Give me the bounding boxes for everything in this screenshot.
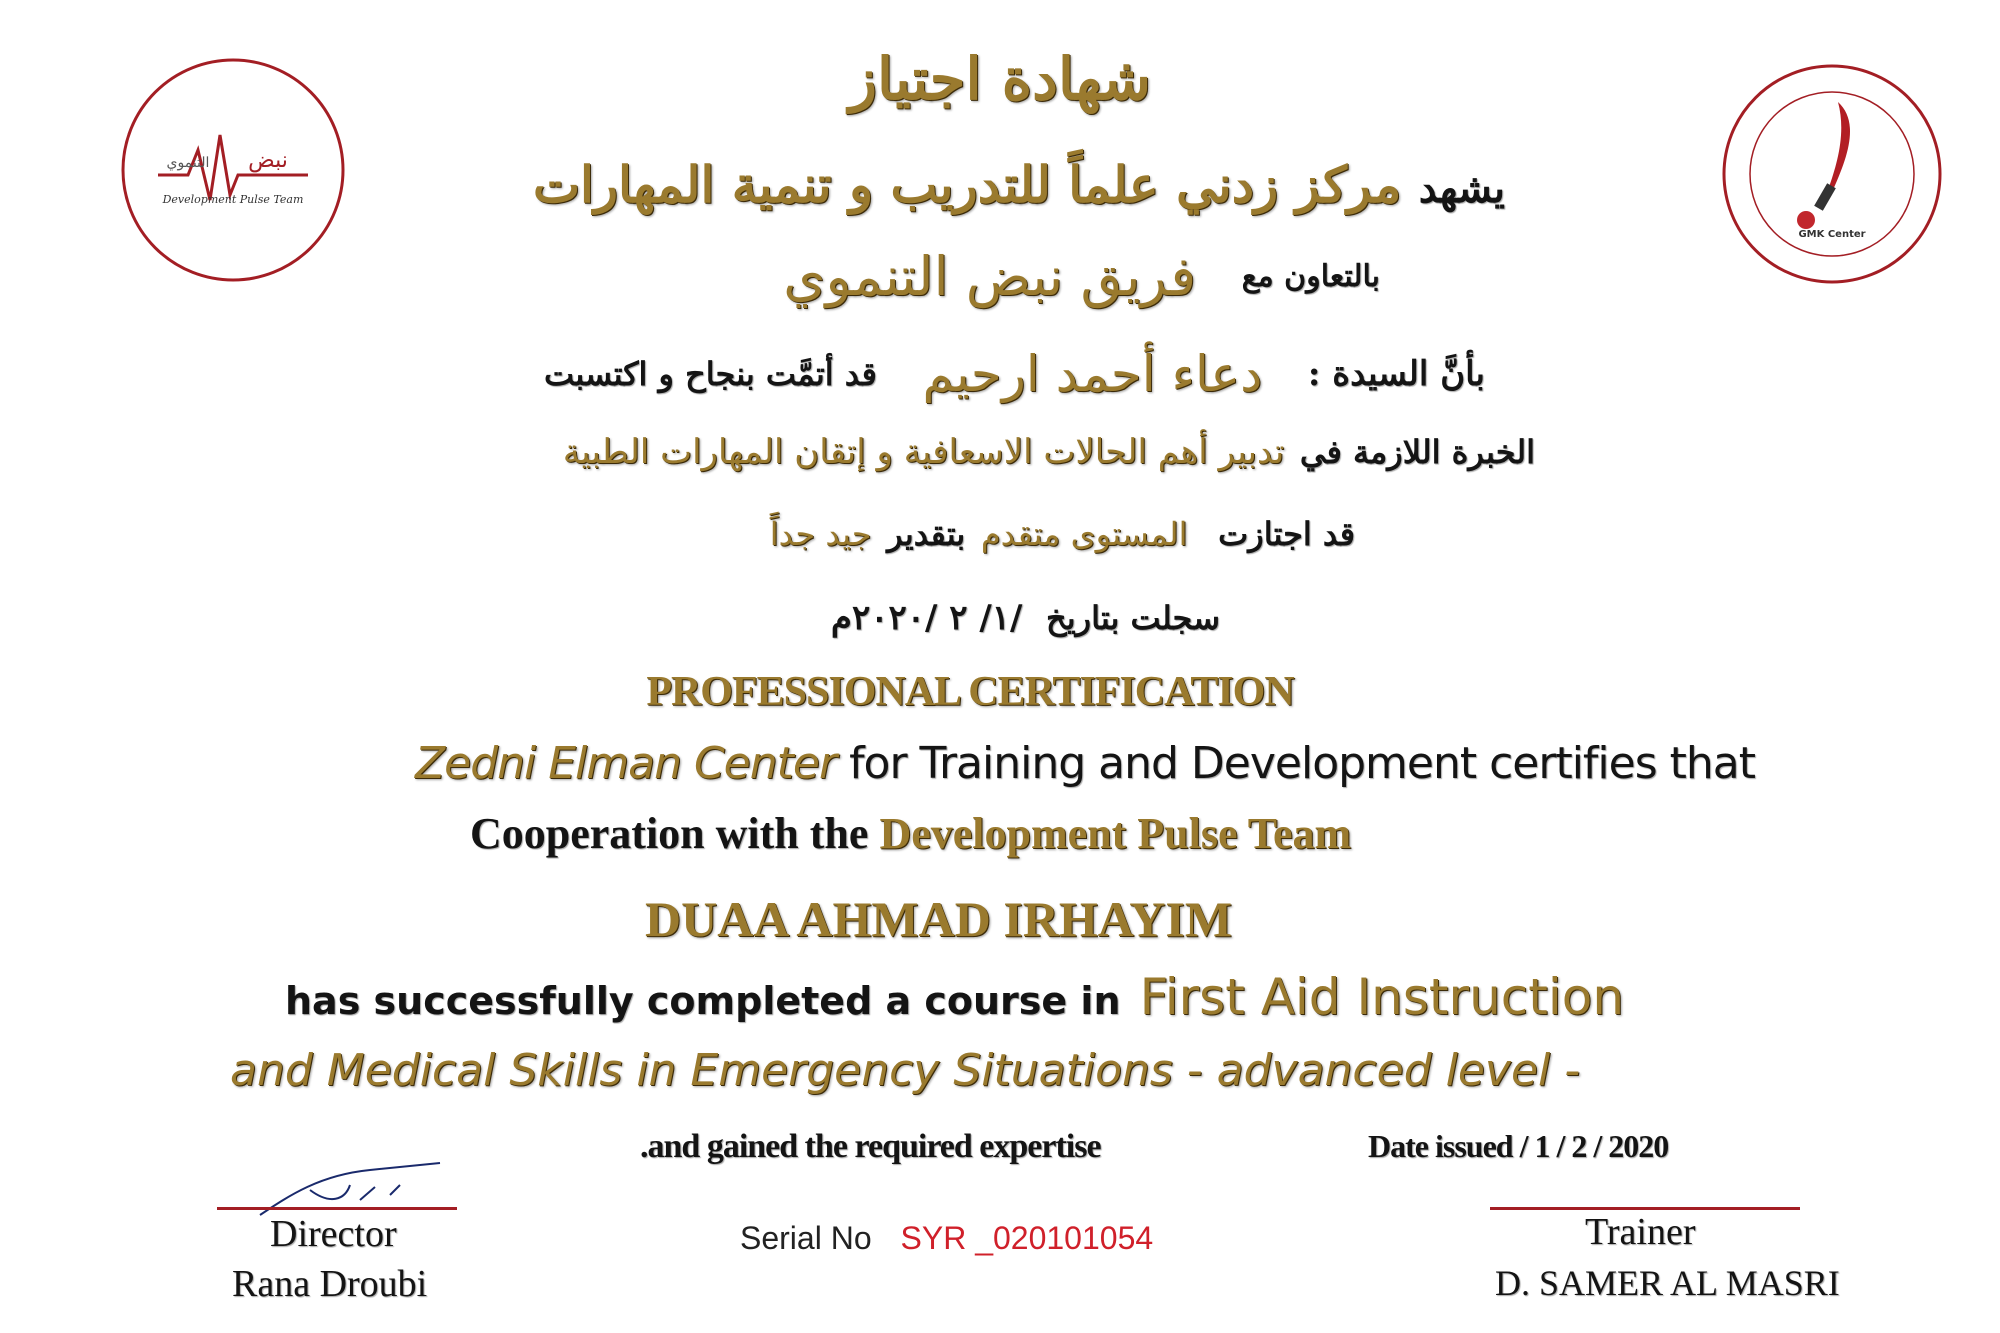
arabic-registered-prefix: سجلت بتاريخ (1046, 599, 1220, 637)
english-title: PROFESSIONAL CERTIFICATION (646, 669, 1294, 715)
arabic-level-line (770, 515, 1355, 553)
english-cooperation-line (470, 808, 1351, 859)
english-cooperation-prefix: Cooperation with the (470, 809, 869, 858)
arabic-recipient-line (544, 345, 1485, 403)
director-title: Director (270, 1213, 397, 1255)
arabic-grade: جيد جداً (769, 515, 872, 553)
arabic-team-name: فريق نبض التنموي (783, 245, 1197, 308)
arabic-recipient-name: دعاء أحمد ارحيم (922, 345, 1263, 403)
svg-text:التنموي: التنموي (166, 155, 210, 171)
arabic-passed-prefix: قد اجتازت (1218, 515, 1355, 553)
english-course-line1: First Aid Instruction (1139, 968, 1625, 1026)
svg-text:GMK Center: GMK Center (1798, 229, 1866, 240)
arabic-completed-text: قد أتمَّت بنجاح و اكتسبت (544, 355, 877, 393)
english-course-line2: and Medical Skills in Emergency Situations - advanced level - (230, 1045, 1581, 1096)
arabic-certifies-prefix: يشهد (1418, 165, 1505, 212)
svg-text:نبض: نبض (248, 148, 288, 173)
arabic-expertise-prefix: الخبرة اللازمة في (1299, 433, 1535, 471)
english-center-name: Zedni Elman Center (415, 738, 837, 789)
arabic-title: شهادة اجتياز (848, 45, 1152, 113)
english-certifies-suffix: for Training and Development certifies that (849, 738, 1755, 789)
english-date-issued: Date issued / 1 / 2 / 2020 (1368, 1128, 1669, 1164)
arabic-cooperation-line (783, 245, 1380, 308)
english-completed-line (285, 968, 1624, 1026)
director-line (217, 1207, 457, 1210)
arabic-course: تدبير أهم الحالات الاسعافية و إتقان المهارات الطبية (562, 432, 1285, 472)
arabic-date-line (831, 598, 1220, 638)
arabic-level: المستوى متقدم (980, 515, 1188, 553)
arabic-that-lady: بأنَّ السيدة : (1307, 354, 1485, 394)
english-completed-prefix: has successfully completed a course in (285, 979, 1121, 1023)
trainer-title: Trainer (1585, 1211, 1696, 1253)
serial-number (740, 1220, 1153, 1257)
arabic-center-name: مركز زدني علماً للتدريب و تنمية المهارات (532, 155, 1402, 214)
serial-value: SYR _020101054 (900, 1220, 1154, 1256)
director-name: Rana Droubi (232, 1263, 428, 1305)
english-recipient-name: DUAA AHMAD IRHAYIM (645, 891, 1233, 947)
english-center-line (415, 738, 1755, 789)
arabic-center-line (533, 155, 1505, 214)
arabic-cooperation-prefix: بالتعاون مع (1241, 259, 1380, 294)
arabic-grade-prefix: بتقدير (887, 515, 966, 553)
arabic-date: /١/ ٢ /٢٠٢٠م (830, 598, 1023, 638)
english-team-name: Development Pulse Team (879, 809, 1352, 858)
serial-label: Serial No (740, 1220, 872, 1256)
english-gained-expertise: .and gained the required expertise (640, 1128, 1101, 1165)
trainer-name: D. SAMER AL MASRI (1495, 1263, 1840, 1303)
arabic-expertise-line (563, 432, 1535, 472)
svg-text:Development Pulse Team: Development Pulse Team (162, 193, 304, 206)
